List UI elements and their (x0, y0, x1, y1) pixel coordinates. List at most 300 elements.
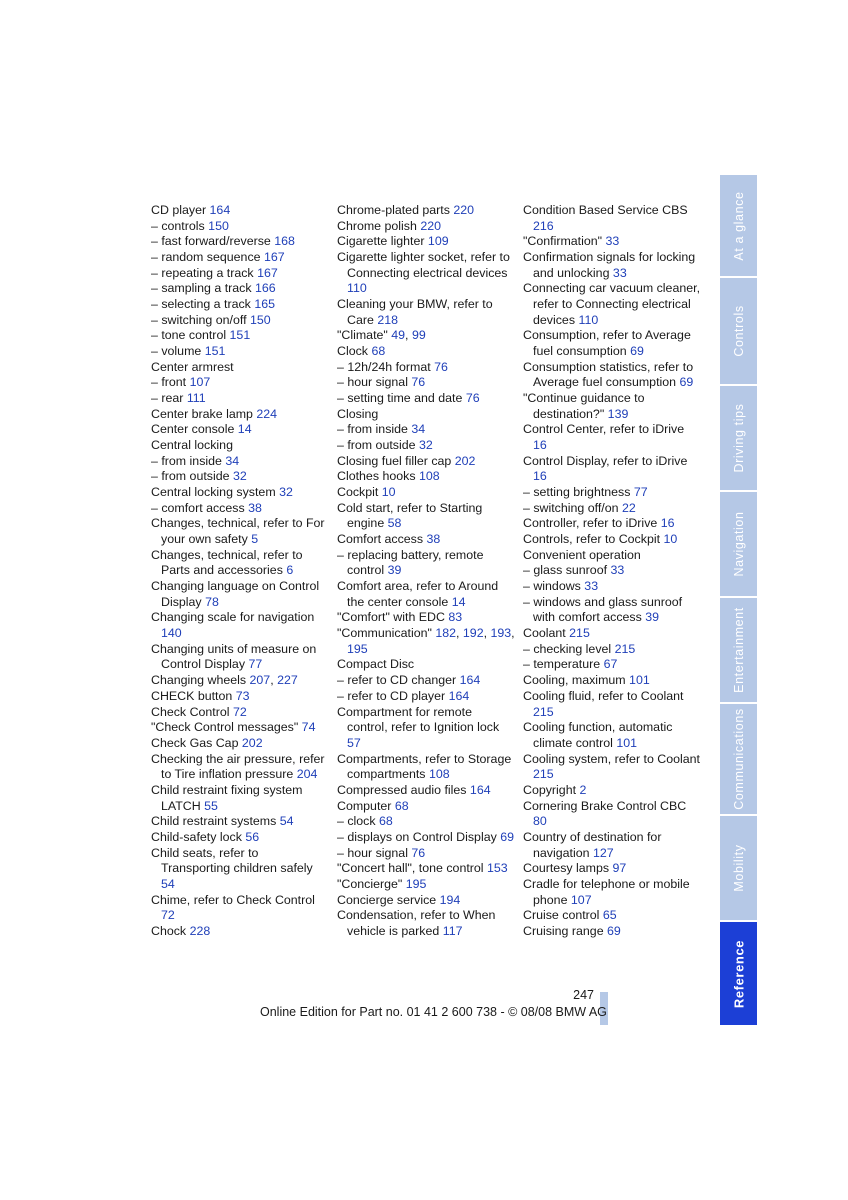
index-term: Cooling, maximum (523, 673, 630, 688)
index-term: Changing language on Control Display (151, 579, 320, 609)
page-link[interactable]: 39 (387, 563, 402, 578)
index-entry (523, 454, 701, 485)
page-link[interactable]: 6 (286, 563, 294, 578)
index-term: Copyright (523, 782, 580, 797)
index-entry (523, 673, 701, 689)
index-term: – sampling a track (151, 281, 255, 296)
index-term: – glass sunroof (523, 563, 611, 578)
index-term: – checking level (523, 641, 615, 656)
page-number: 247 (573, 988, 594, 1002)
index-entry (151, 313, 329, 329)
index-entry (523, 328, 701, 359)
page-link[interactable]: 80 (533, 814, 547, 829)
index-term: – comfort access (151, 500, 249, 515)
page-link[interactable]: 166 (255, 281, 276, 296)
index-entry (337, 501, 515, 532)
index-entry (337, 375, 515, 391)
index-term: – rear (151, 391, 187, 406)
index-term: – refer to CD changer (337, 673, 460, 688)
index-term: – from inside (337, 422, 412, 437)
page-link[interactable]: 76 (411, 845, 426, 860)
index-entry (523, 422, 701, 453)
page-link[interactable]: 204 (296, 767, 318, 782)
index-entry (151, 783, 329, 814)
page-link[interactable]: 14 (237, 422, 252, 437)
page-link[interactable]: 76 (411, 375, 426, 390)
index-term: "Comfort" with EDC (337, 610, 449, 625)
index-entry (151, 422, 329, 438)
page-link[interactable]: 215 (569, 626, 590, 641)
index-term: "Confirmation" (523, 234, 606, 249)
page-link[interactable]: 167 (263, 250, 285, 265)
index-entry (151, 579, 329, 610)
index-entry (523, 563, 701, 579)
index-entry (337, 532, 515, 548)
page-link[interactable]: 34 (225, 453, 240, 468)
index-term: Clothes hooks (337, 469, 419, 484)
index-entry: "Climate" 49, 99 (337, 328, 426, 343)
index-term: – hour signal (337, 375, 412, 390)
index-entry (151, 281, 329, 297)
index-column-3 (523, 203, 701, 940)
index-entry (523, 720, 701, 751)
index-term: Control Display, refer to iDrive (523, 453, 688, 468)
index-entry (337, 234, 515, 250)
page-link[interactable]: 151 (204, 344, 226, 359)
page-link[interactable]: 224 (256, 406, 278, 421)
page-link[interactable]: 38 (426, 532, 441, 547)
index-term: – hour signal (337, 845, 412, 860)
page-link[interactable]: 77 (248, 657, 263, 672)
page-link[interactable]: 127 (592, 845, 614, 860)
page-link[interactable]: 164 (459, 673, 481, 688)
page-link[interactable]: 16 (660, 516, 675, 531)
index-entry (337, 548, 515, 579)
index-term: – windows (523, 579, 585, 594)
index-entry (523, 360, 701, 391)
index-term: Cruising range (523, 923, 608, 938)
index-entry (337, 250, 515, 297)
tab-label: Mobility (731, 844, 746, 892)
index-entry (523, 908, 701, 924)
index-term: CHECK button (151, 688, 236, 703)
page-link[interactable]: 153 (487, 861, 508, 876)
index-entry (523, 877, 701, 908)
page-link[interactable]: 68 (379, 814, 393, 829)
page-link[interactable]: 164 (209, 203, 231, 217)
index-entry (523, 799, 701, 830)
page-link[interactable]: 38 (248, 500, 262, 515)
page-link[interactable]: 110 (347, 281, 367, 296)
index-term: "Check Control messages" (151, 720, 302, 735)
index-term: "Concierge" (337, 876, 406, 891)
index-entry (523, 281, 701, 328)
index-term: Concierge service (337, 892, 440, 907)
page-link[interactable]: 33 (610, 563, 625, 578)
index-term: Cockpit (337, 485, 382, 500)
index-term: Child-safety lock (151, 829, 246, 844)
index-term: Compressed audio files (337, 782, 470, 797)
index-term: Cigarette lighter (337, 234, 428, 249)
index-term: CD player (151, 203, 210, 217)
index-entry (523, 595, 701, 626)
page-link[interactable]: 83 (448, 610, 463, 625)
index-entry (151, 705, 329, 721)
index-term: – volume (151, 344, 205, 359)
index-entry (523, 485, 701, 501)
index-entry (151, 846, 329, 893)
index-entry (337, 673, 515, 689)
index-term: Compartment for remote control, refer to Ignition lock (337, 704, 500, 735)
index-entry (151, 438, 329, 454)
page-link[interactable]: 69 (500, 829, 515, 844)
index-term: Check Gas Cap (151, 735, 242, 750)
index-entry (337, 219, 515, 235)
page-link[interactable]: 74 (301, 720, 316, 735)
index-term: Convenient operation (523, 547, 641, 562)
page-link[interactable]: 55 (204, 798, 218, 813)
index-entry (337, 814, 515, 830)
index-entry (337, 846, 515, 862)
index-entry (523, 626, 701, 642)
page-link[interactable]: 78 (205, 594, 219, 609)
page-link[interactable]: 164 (469, 782, 491, 797)
tab-controls[interactable] (720, 278, 757, 384)
page-link[interactable]: 117 (442, 923, 463, 938)
index-entry (337, 391, 515, 407)
index-term: – tone control (151, 328, 230, 343)
page-link[interactable]: 194 (439, 892, 461, 907)
page-link[interactable]: 228 (189, 923, 211, 938)
page-link[interactable]: 218 (377, 312, 398, 327)
page-link[interactable]: 65 (602, 908, 617, 923)
index-entry (151, 234, 329, 250)
index-entry (151, 391, 329, 407)
tab-label: Communications (731, 708, 746, 810)
page-link[interactable]: 202 (454, 453, 476, 468)
index-term: Control Center, refer to iDrive (523, 422, 685, 437)
index-term: – random sequence (151, 250, 264, 265)
page-link[interactable]: 68 (394, 798, 409, 813)
page-link[interactable]: 16 (533, 438, 547, 453)
index-term: Chock (151, 923, 190, 938)
page-link[interactable]: 22 (621, 500, 636, 515)
page-link[interactable]: 139 (607, 406, 629, 421)
page-link[interactable]: 150 (208, 218, 229, 233)
page-link[interactable]: 73 (235, 688, 250, 703)
index-term: – refer to CD player (337, 688, 449, 703)
page-link[interactable]: 16 (533, 469, 547, 484)
page-link[interactable]: 69 (607, 923, 621, 938)
page-link[interactable]: 76 (434, 359, 448, 374)
index-entry (151, 485, 329, 501)
index-entry (523, 203, 701, 234)
tab-communications[interactable] (720, 704, 757, 814)
page-link[interactable]: 49 (391, 328, 406, 343)
index-term: – switching off/on (523, 500, 622, 515)
index-term: Coolant (523, 626, 570, 641)
page-link[interactable]: 33 (605, 234, 620, 249)
index-term: Cleaning your BMW, refer to Care (337, 297, 493, 327)
page-link[interactable]: 67 (603, 657, 618, 672)
tab-label: Navigation (731, 511, 746, 577)
index-term: – setting brightness (523, 485, 634, 500)
index-entry (151, 814, 329, 830)
index-entry (523, 516, 701, 532)
index-entry (151, 516, 329, 547)
index-term: Comfort area, refer to Around the center console (337, 579, 499, 609)
index-term: Confirmation signals for locking and unlocking (523, 250, 696, 280)
index-entry (337, 705, 515, 752)
page-link[interactable]: 167 (257, 265, 278, 280)
index-term: Closing (337, 406, 379, 421)
footer-text: Online Edition for Part no. 01 41 2 600 738 - © 08/08 BMW AG (260, 1005, 607, 1019)
page-link[interactable]: 72 (232, 704, 247, 719)
index-term: Changes, technical, refer to For your own safety (151, 516, 325, 547)
index-term: Chrome-plated parts (337, 203, 454, 217)
index-entry (151, 893, 329, 924)
index-term: Checking the air pressure, refer to Tire inflation pressure (151, 751, 325, 782)
index-term: "Climate" (337, 328, 392, 343)
page-link[interactable]: 14 (451, 594, 466, 609)
index-entry (523, 234, 701, 250)
index-column-2 (337, 203, 515, 940)
index-term: Condition Based Service CBS (523, 203, 688, 217)
page-link[interactable]: 215 (614, 641, 636, 656)
page-link[interactable]: 99 (411, 328, 426, 343)
index-entry (523, 752, 701, 783)
index-entry (523, 548, 701, 564)
index-entry (151, 297, 329, 313)
index-term: Compartments, refer to Storage compartments (337, 751, 512, 782)
index-entry (523, 391, 701, 422)
index-term: Comfort access (337, 532, 427, 547)
page-link[interactable]: 54 (279, 814, 294, 829)
index-term: Chrome polish (337, 218, 421, 233)
index-entry (337, 344, 515, 360)
index-term: Clock (337, 344, 372, 359)
page-link[interactable]: 33 (584, 579, 599, 594)
index-entry (151, 689, 329, 705)
index-entry (337, 422, 515, 438)
page-link[interactable]: 111 (186, 391, 206, 406)
page-link[interactable]: 108 (418, 469, 440, 484)
index-term: Center console (151, 422, 238, 437)
index-entry (337, 877, 515, 893)
index-term: – replacing battery, remote control (337, 547, 484, 578)
page-link[interactable]: 32 (232, 469, 247, 484)
page-link[interactable]: 216 (533, 218, 554, 233)
index-entry (337, 360, 515, 376)
tab-mobility[interactable] (720, 816, 757, 920)
page-link[interactable]: 68 (371, 344, 386, 359)
page-link[interactable]: 5 (251, 532, 259, 547)
index-term: Courtesy lamps (523, 861, 613, 876)
index-term: Compact Disc (337, 657, 415, 672)
index-term: Cornering Brake Control CBC (523, 798, 687, 813)
page-link[interactable]: 72 (161, 908, 175, 923)
index-entry (523, 579, 701, 595)
index-term: Center armrest (151, 359, 234, 374)
index-entry (151, 219, 329, 235)
index-term: Cruise control (523, 908, 603, 923)
page-link[interactable]: 107 (189, 375, 211, 390)
index-term: Central locking (151, 438, 233, 453)
index-entry (337, 297, 515, 328)
index-term: Check Control (151, 704, 233, 719)
index-term: Child restraint fixing system LATCH (151, 782, 303, 813)
page-link[interactable]: 193 (490, 626, 512, 641)
index-term: – controls (151, 218, 209, 233)
page-link[interactable]: 227 (277, 673, 298, 688)
index-term: Cooling function, automatic climate control (523, 720, 673, 750)
page-link[interactable]: 168 (274, 234, 295, 249)
index-entry (151, 469, 329, 485)
page-link[interactable]: 220 (453, 203, 475, 217)
index-term: Country of destination for navigation (523, 829, 662, 860)
index-entry (523, 783, 701, 799)
index-term: Cradle for telephone or mobile phone (523, 876, 690, 907)
index-term: Central locking system (151, 485, 280, 500)
page-link[interactable]: 151 (229, 328, 251, 343)
page-link[interactable]: 109 (427, 234, 449, 249)
page-link[interactable]: 56 (245, 829, 260, 844)
index-term: Changing wheels (151, 673, 250, 688)
page-link[interactable]: 220 (420, 218, 442, 233)
page-link[interactable]: 182 (435, 626, 457, 641)
tab-label: Controls (731, 305, 746, 357)
index-entry (337, 438, 515, 454)
index-entry (151, 375, 329, 391)
page-link[interactable]: 165 (254, 297, 275, 312)
index-term: Cigarette lighter socket, refer to Connecting electrical devices (337, 250, 510, 280)
index-term: Connecting car vacuum cleaner, refer to Connecting electrical devices (523, 281, 701, 327)
tab-navigation[interactable] (720, 492, 757, 596)
tab-at-a-glance[interactable] (720, 175, 757, 276)
page-link[interactable]: 32 (418, 438, 433, 453)
page-link[interactable]: 101 (629, 673, 650, 688)
page-link[interactable]: 150 (249, 312, 271, 327)
page-link[interactable]: 33 (612, 265, 627, 280)
page-link[interactable]: 57 (347, 735, 361, 750)
index-entry (151, 407, 329, 423)
index-entry (151, 501, 329, 517)
section-tabs (720, 175, 757, 1027)
index-term: – 12h/24h format (337, 359, 435, 374)
tab-label: Entertainment (731, 607, 746, 693)
index-term: Controller, refer to iDrive (523, 516, 661, 531)
index-term: – setting time and date (337, 391, 466, 406)
index-entry (337, 861, 515, 877)
index-entry (337, 830, 515, 846)
index-entry (337, 203, 515, 219)
index-entry (151, 736, 329, 752)
page-link[interactable]: 2 (579, 782, 587, 797)
page-link[interactable]: 39 (645, 610, 660, 625)
index-term: – selecting a track (151, 297, 255, 312)
index-term: – fast forward/reverse (151, 234, 275, 249)
index-term: – windows and glass sunroof with comfort access (523, 594, 683, 625)
page-link[interactable]: 101 (616, 735, 638, 750)
page-link[interactable]: 10 (381, 485, 396, 500)
index-entry (151, 203, 329, 219)
tab-entertainment[interactable] (720, 598, 757, 702)
index-term: Chime, refer to Check Control (151, 892, 315, 907)
page-link[interactable]: 195 (405, 876, 427, 891)
index-entry (151, 924, 329, 940)
index-entry (337, 610, 515, 626)
tab-reference[interactable] (720, 922, 757, 1025)
index-term: Consumption, refer to Average fuel consumption (523, 328, 691, 359)
index-entry (151, 266, 329, 282)
page-link[interactable]: 202 (241, 735, 263, 750)
page-link[interactable]: 108 (428, 767, 450, 782)
index-term: Cooling fluid, refer to Coolant (523, 688, 684, 703)
index-term: – switching on/off (151, 312, 250, 327)
page-link[interactable]: 140 (161, 626, 182, 641)
index-entry (337, 579, 515, 610)
page-link[interactable]: 76 (465, 391, 480, 406)
index-term: "Communication" (337, 626, 436, 641)
index-term: Controls, refer to Cockpit (523, 532, 664, 547)
index-term: Cooling system, refer to Coolant (523, 751, 700, 766)
index-entry (337, 799, 515, 815)
tab-label: Reference (731, 939, 746, 1008)
index-entry: Changing wheels 207, 227 (151, 673, 298, 688)
page-link[interactable]: 32 (279, 485, 293, 500)
index-term: – repeating a track (151, 265, 258, 280)
index-term: – displays on Control Display (337, 829, 501, 844)
page-link[interactable]: 69 (630, 344, 644, 359)
index-term: "Continue guidance to destination?" (523, 391, 645, 421)
page-link[interactable]: 77 (633, 485, 648, 500)
page-link[interactable]: 110 (578, 312, 599, 327)
tab-label: Driving tips (731, 403, 746, 473)
page-link[interactable]: 69 (679, 375, 694, 390)
index-entry (337, 752, 515, 783)
page-link[interactable]: 34 (411, 422, 426, 437)
index-entry (337, 469, 515, 485)
index-entry (151, 752, 329, 783)
page-link[interactable]: 107 (570, 892, 592, 907)
page-link[interactable]: 58 (387, 516, 402, 531)
index-entry: "Communication" 182, 192, 193, 195 (337, 626, 515, 656)
page-link[interactable]: 207 (249, 673, 271, 688)
index-column-1 (151, 203, 329, 940)
index-term: – from outside (151, 469, 233, 484)
index-entry (151, 360, 329, 376)
page-link[interactable]: 195 (347, 641, 368, 656)
index-entry (523, 532, 701, 548)
index-entry (151, 548, 329, 579)
index-term: Changing units of measure on Control Display (151, 641, 317, 672)
index-term: Closing fuel filler cap (337, 453, 455, 468)
page-link[interactable]: 10 (663, 532, 678, 547)
index-entry (523, 642, 701, 658)
index-entry (337, 908, 515, 939)
page-link[interactable]: 54 (161, 876, 175, 891)
index-entry (151, 642, 329, 673)
page-link[interactable]: 192 (462, 626, 484, 641)
page-link[interactable]: 215 (533, 704, 554, 719)
index-entry (337, 657, 515, 673)
index-term: – from outside (337, 438, 419, 453)
page-link[interactable]: 97 (612, 861, 627, 876)
page-link[interactable]: 215 (533, 767, 554, 782)
tab-driving-tips[interactable] (720, 386, 757, 490)
tab-label: At a glance (731, 190, 746, 261)
page-link[interactable]: 164 (448, 688, 470, 703)
